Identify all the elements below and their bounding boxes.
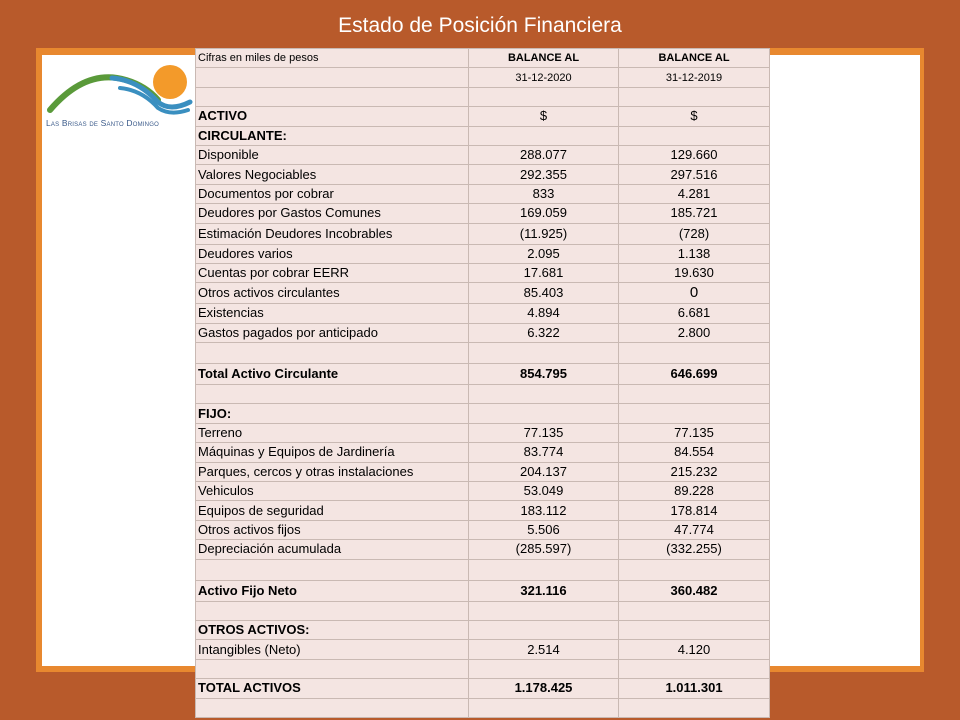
value-2019: 19.630 [619,263,770,282]
row-label: FIJO: [196,404,469,423]
table-row [196,364,770,385]
row-label: Otros activos fijos [196,520,469,539]
table-row [196,145,770,164]
row-label [196,659,469,678]
row-label [196,87,469,106]
table-row [196,679,770,698]
value-2019: 4.120 [619,640,770,659]
table-row [196,385,770,404]
value-2019: 297.516 [619,165,770,184]
value-2019 [619,659,770,678]
value-2019: (332.255) [619,540,770,559]
value-2020: 5.506 [469,520,619,539]
table-row [196,263,770,282]
row-label: Intangibles (Neto) [196,640,469,659]
table-row [196,184,770,203]
table-row [196,620,770,639]
value-2019: 215.232 [619,462,770,481]
value-2019: 77.135 [619,423,770,442]
value-2019 [619,385,770,404]
units-label: Cifras en miles de pesos [196,49,469,68]
value-2020 [469,698,619,717]
value-2020 [469,559,619,580]
table-row [196,107,770,126]
row-label: Valores Negociables [196,165,469,184]
value-2020: 77.135 [469,423,619,442]
value-2019: 1.138 [619,244,770,263]
row-label: Vehiculos [196,482,469,501]
slide-title: Estado de Posición Financiera [338,14,622,37]
value-2019 [619,620,770,639]
value-2019 [619,87,770,106]
table-row [196,640,770,659]
value-2019: 0 [619,283,770,304]
row-label: Otros activos circulantes [196,283,469,304]
value-2020: 4.894 [469,304,619,323]
table-row [196,520,770,539]
value-2019: (728) [619,223,770,244]
value-2020: 292.355 [469,165,619,184]
value-2020 [469,601,619,620]
table-row [196,323,770,342]
value-2019 [619,404,770,423]
value-2019 [619,343,770,364]
value-2020: 85.403 [469,283,619,304]
value-2019: 2.800 [619,323,770,342]
value-2020: 1.178.425 [469,679,619,698]
empty-cell [196,68,469,87]
row-label: Estimación Deudores Incobrables [196,223,469,244]
value-2020 [469,126,619,145]
value-2020: 288.077 [469,145,619,164]
row-label [196,601,469,620]
date-2020: 31-12-2020 [469,68,619,87]
value-2020: 183.112 [469,501,619,520]
table-row [196,601,770,620]
value-2019: 47.774 [619,520,770,539]
value-2020: 6.322 [469,323,619,342]
row-label: Gastos pagados por anticipado [196,323,469,342]
table-row [196,165,770,184]
value-2019 [619,698,770,717]
row-label: Disponible [196,145,469,164]
table-row [196,482,770,501]
table-row [196,580,770,601]
table-row [196,126,770,145]
row-label: Deudores por Gastos Comunes [196,204,469,223]
row-label [196,698,469,717]
value-2019: 178.814 [619,501,770,520]
table-row [196,659,770,678]
row-label: OTROS ACTIVOS: [196,620,469,639]
value-2020 [469,385,619,404]
value-2019 [619,559,770,580]
row-label: Equipos de seguridad [196,501,469,520]
value-2019 [619,126,770,145]
row-label: Total Activo Circulante [196,364,469,385]
value-2020 [469,343,619,364]
value-2019: 6.681 [619,304,770,323]
financial-table [195,48,770,718]
row-label: Activo Fijo Neto [196,580,469,601]
table-row [196,223,770,244]
row-label: Cuentas por cobrar EERR [196,263,469,282]
value-2019: 646.699 [619,364,770,385]
table-row [196,501,770,520]
table-row [196,244,770,263]
value-2020: 2.514 [469,640,619,659]
value-2020 [469,87,619,106]
row-label: CIRCULANTE: [196,126,469,145]
value-2020: 83.774 [469,443,619,462]
table-row [196,304,770,323]
header-row [196,49,770,68]
value-2020: 169.059 [469,204,619,223]
value-2020 [469,404,619,423]
table-row [196,462,770,481]
sun-icon [153,65,187,99]
value-2020: 53.049 [469,482,619,501]
value-2019: 4.281 [619,184,770,203]
value-2020 [469,659,619,678]
value-2020: (11.925) [469,223,619,244]
row-label: Depreciación acumulada [196,540,469,559]
table-row [196,404,770,423]
table-row [196,559,770,580]
value-2020: 17.681 [469,263,619,282]
table-row [196,343,770,364]
value-2020: 2.095 [469,244,619,263]
row-label: Deudores varios [196,244,469,263]
value-2019 [619,601,770,620]
row-label [196,559,469,580]
value-2020: 204.137 [469,462,619,481]
value-2019: 89.228 [619,482,770,501]
column-header-2019: BALANCE AL [619,49,770,68]
value-2019: 84.554 [619,443,770,462]
value-2019: $ [619,107,770,126]
row-label: Máquinas y Equipos de Jardinería [196,443,469,462]
table-row [196,283,770,304]
logo-text: Las Brisas de Santo Domingo [46,118,159,128]
table-row [196,443,770,462]
table-row [196,540,770,559]
value-2020: (285.597) [469,540,619,559]
value-2020: $ [469,107,619,126]
row-label: Terreno [196,423,469,442]
row-label: Existencias [196,304,469,323]
table-row [196,423,770,442]
table-row [196,698,770,717]
value-2020: 833 [469,184,619,203]
logo-graphic [46,58,194,120]
date-row [196,68,770,87]
row-label: TOTAL ACTIVOS [196,679,469,698]
value-2020: 321.116 [469,580,619,601]
logo [46,58,194,138]
row-label: ACTIVO [196,107,469,126]
row-label [196,343,469,364]
value-2019: 360.482 [619,580,770,601]
row-label [196,385,469,404]
value-2019: 185.721 [619,204,770,223]
value-2019: 1.011.301 [619,679,770,698]
table-row [196,204,770,223]
table-row [196,87,770,106]
row-label: Parques, cercos y otras instalaciones [196,462,469,481]
column-header-2020: BALANCE AL [469,49,619,68]
row-label: Documentos por cobrar [196,184,469,203]
date-2019: 31-12-2019 [619,68,770,87]
value-2020: 854.795 [469,364,619,385]
value-2019: 129.660 [619,145,770,164]
value-2020 [469,620,619,639]
